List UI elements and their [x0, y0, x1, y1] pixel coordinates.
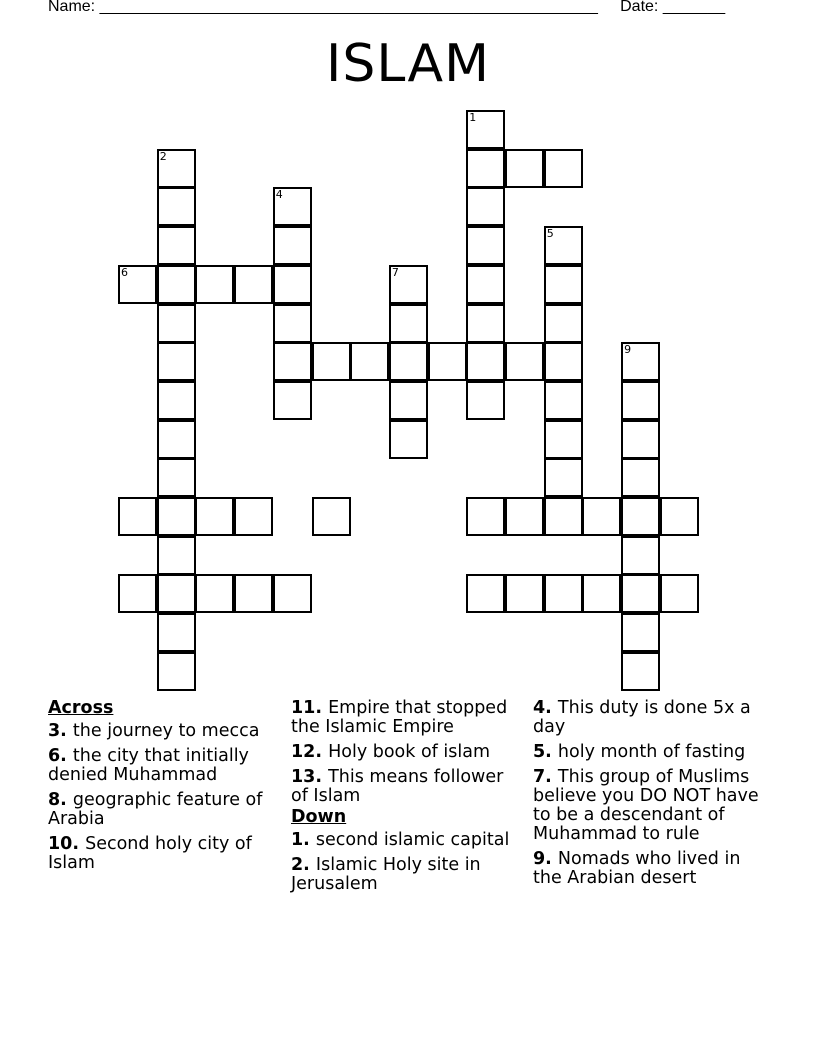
- grid-cell[interactable]: [621, 497, 660, 536]
- across-heading: Across: [48, 698, 114, 718]
- grid-cell[interactable]: [505, 342, 544, 381]
- grid-cell[interactable]: [157, 149, 196, 188]
- grid-cell[interactable]: [544, 304, 583, 343]
- down-clue-list-continued: [533, 699, 765, 888]
- clue-column-2: [291, 699, 523, 900]
- grid-cell[interactable]: [157, 226, 196, 265]
- grid-cell[interactable]: [621, 574, 660, 613]
- grid-cell[interactable]: [466, 265, 505, 304]
- grid-cell[interactable]: [544, 265, 583, 304]
- clue-column-1: [48, 699, 280, 879]
- clue-item: 11. Empire that stopped the Islamic Empire: [291, 698, 508, 737]
- clue-item: 3. the journey to mecca: [48, 721, 260, 741]
- clue-column-3: [533, 699, 765, 894]
- grid-cell[interactable]: [273, 304, 312, 343]
- grid-cell[interactable]: [350, 342, 389, 381]
- name-blank[interactable]: ________________________________________________________: [99, 0, 598, 15]
- grid-cell[interactable]: [466, 110, 505, 149]
- grid-cell[interactable]: [157, 613, 196, 652]
- grid-cell[interactable]: [195, 265, 234, 304]
- clue-item: 5. holy month of fasting: [533, 742, 746, 762]
- grid-cell[interactable]: [389, 304, 428, 343]
- clue-item: 13. This means follower of Islam: [291, 767, 504, 806]
- grid-cell[interactable]: [157, 187, 196, 226]
- grid-cell[interactable]: [544, 381, 583, 420]
- clue-item: 6. the city that initially denied Muhammad: [48, 746, 249, 785]
- grid-cell[interactable]: [118, 265, 157, 304]
- grid-cell[interactable]: [466, 381, 505, 420]
- date-label: Date:: [620, 0, 659, 15]
- grid-cell[interactable]: [157, 536, 196, 575]
- grid-cell[interactable]: [157, 497, 196, 536]
- grid-cell[interactable]: [195, 574, 234, 613]
- clue-item: 10. Second holy city of Islam: [48, 834, 252, 873]
- grid-cell[interactable]: [582, 574, 621, 613]
- grid-cell[interactable]: [621, 420, 660, 459]
- grid-cell[interactable]: [234, 497, 273, 536]
- across-clue-list: [48, 722, 280, 873]
- grid-cell[interactable]: [389, 381, 428, 420]
- clue-item: 2. Islamic Holy site in Jerusalem: [291, 855, 481, 894]
- grid-cell[interactable]: [544, 226, 583, 265]
- grid-cell[interactable]: [466, 226, 505, 265]
- grid-cell[interactable]: [544, 149, 583, 188]
- grid-cell[interactable]: [157, 420, 196, 459]
- grid-cell[interactable]: [544, 574, 583, 613]
- grid-cell[interactable]: [389, 265, 428, 304]
- grid-cell[interactable]: [621, 652, 660, 691]
- grid-cell[interactable]: [157, 265, 196, 304]
- grid-cell[interactable]: [660, 574, 699, 613]
- date-blank[interactable]: _______: [662, 0, 726, 15]
- name-label: Name:: [48, 0, 96, 15]
- grid-cell[interactable]: [621, 381, 660, 420]
- grid-cell[interactable]: [157, 381, 196, 420]
- grid-cell[interactable]: [466, 342, 505, 381]
- grid-cell[interactable]: [273, 342, 312, 381]
- grid-cell[interactable]: [273, 265, 312, 304]
- grid-cell[interactable]: [389, 342, 428, 381]
- clue-item: 1. second islamic capital: [291, 830, 510, 850]
- clue-item: 9. Nomads who lived in the Arabian desert: [533, 849, 741, 888]
- grid-cell[interactable]: [466, 497, 505, 536]
- grid-cell[interactable]: [428, 342, 467, 381]
- clue-number: 9: [624, 343, 632, 357]
- clue-item: 12. Holy book of islam: [291, 742, 491, 762]
- grid-cell[interactable]: [157, 652, 196, 691]
- clue-number: 2: [159, 149, 167, 163]
- grid-cell[interactable]: [466, 304, 505, 343]
- grid-cell[interactable]: [621, 342, 660, 381]
- page-title: ISLAM: [326, 34, 490, 94]
- grid-cell[interactable]: [234, 574, 273, 613]
- grid-cell[interactable]: [621, 458, 660, 497]
- clue-item: 8. geographic feature of Arabia: [48, 790, 263, 829]
- grid-cell[interactable]: [466, 149, 505, 188]
- grid-cell[interactable]: [544, 497, 583, 536]
- clue-number: 6: [121, 265, 128, 279]
- grid-cell[interactable]: [195, 497, 234, 536]
- grid-cell[interactable]: [505, 149, 544, 188]
- grid-cell[interactable]: [544, 458, 583, 497]
- grid-cell[interactable]: [118, 497, 157, 536]
- grid-cell[interactable]: [273, 574, 312, 613]
- grid-cell[interactable]: [505, 497, 544, 536]
- grid-cell[interactable]: [157, 342, 196, 381]
- clue-number: 4: [275, 188, 283, 202]
- clue-number: 7: [391, 265, 399, 279]
- clue-number: 5: [546, 227, 554, 241]
- grid-cell[interactable]: [621, 536, 660, 575]
- grid-cell[interactable]: [157, 304, 196, 343]
- grid-cell[interactable]: [234, 265, 273, 304]
- grid-cell[interactable]: [660, 497, 699, 536]
- grid-cell[interactable]: [544, 342, 583, 381]
- grid-cell[interactable]: [273, 381, 312, 420]
- across-clue-list-continued: [291, 699, 523, 806]
- down-clue-list: [291, 831, 523, 894]
- grid-cell[interactable]: [312, 497, 351, 536]
- grid-cell[interactable]: [157, 458, 196, 497]
- grid-cell[interactable]: [544, 420, 583, 459]
- clue-number: 1: [469, 111, 477, 124]
- grid-cell[interactable]: [505, 574, 544, 613]
- grid-cell[interactable]: [466, 574, 505, 613]
- grid-cell[interactable]: [312, 342, 351, 381]
- grid-cell[interactable]: [273, 226, 312, 265]
- grid-cell[interactable]: [273, 187, 312, 226]
- grid-cell[interactable]: [466, 187, 505, 226]
- grid-cell[interactable]: [582, 497, 621, 536]
- grid-cell[interactable]: [621, 613, 660, 652]
- grid-cell[interactable]: [157, 574, 196, 613]
- clue-item: 4. This duty is done 5x a day: [533, 698, 751, 737]
- grid-cell[interactable]: [389, 420, 428, 459]
- down-heading: Down: [291, 807, 347, 827]
- grid-cell[interactable]: [118, 574, 157, 613]
- clue-item: 7. This group of Muslims believe you DO NOT have to be a descendant of Muhammad to rule: [533, 767, 759, 844]
